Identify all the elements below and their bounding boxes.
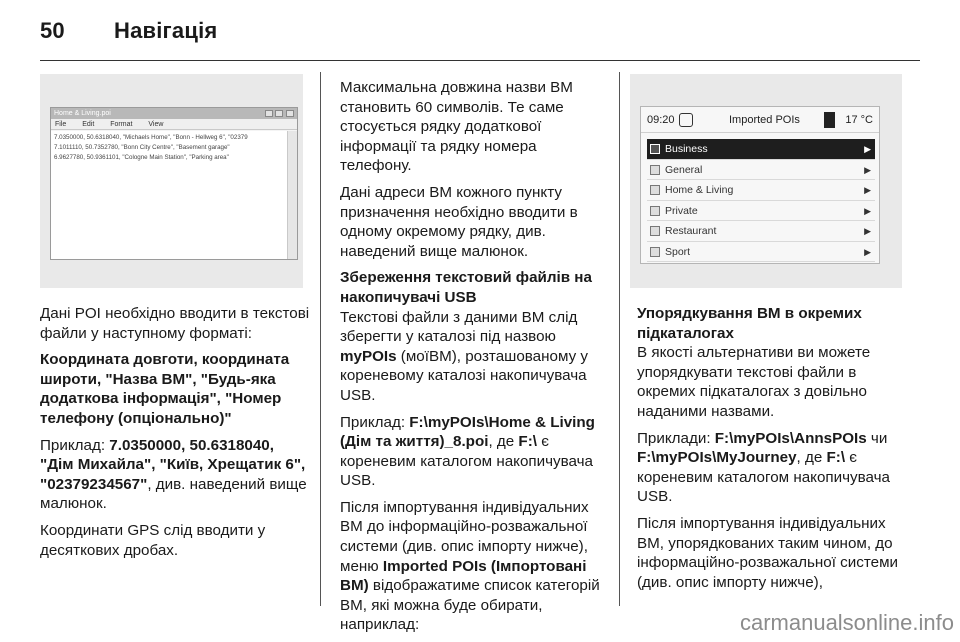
right-column	[637, 304, 905, 599]
paragraph: Максимальна довжина назви ВМ становить 60 символів. Те саме стосується рядку додаткової інформації та рядку номера телефону.	[340, 79, 573, 175]
paragraph: Дані POI необхідно вводити в текстові файли у наступному форматі:	[40, 305, 310, 342]
phone-icon	[824, 112, 835, 128]
menu-edit: Edit	[82, 121, 95, 128]
paragraph: Після імпортування індивідуальних ВМ до інформаційно-розважальної системи (див. опис імпорту нижче), меню Imported POIs (Імпортовані ВМ) відображатиме список категорій ВМ, які можна буде обирати, наприклад:	[340, 498, 600, 634]
chevron-right-icon: ▶	[864, 144, 871, 154]
category-icon	[650, 206, 660, 216]
close-icon	[286, 110, 294, 117]
poi-line: 7.1011110, 50.7352780, "Bonn City Centre", "Basement garage"	[54, 144, 230, 151]
poi-category-list	[641, 133, 879, 262]
notepad-text	[51, 131, 287, 259]
paragraph: Координати GPS слід вводити у десяткових дробах.	[40, 521, 266, 559]
page-header	[40, 18, 217, 44]
menu-view: View	[148, 121, 164, 128]
category-icon	[650, 226, 660, 236]
imported-pois-screen	[640, 106, 880, 264]
column-divider-right	[619, 72, 620, 606]
back-icon	[679, 113, 693, 127]
chevron-right-icon: ▶	[864, 185, 871, 195]
paragraph: Після імпортування індивідуальних ВМ, упорядкованих таким чином, до інформаційно-розважальної системи (див. опис імпорту нижче),	[637, 514, 898, 591]
watermark: carmanualsonline.info	[739, 610, 954, 635]
poi-category-sport[interactable]: Sport ▶	[647, 242, 875, 263]
poi-line: 7.0350000, 50.6318040, "Michaels Home", "Bonn - Hellweg 6", "02379	[54, 134, 248, 141]
page-number: 50	[40, 18, 65, 43]
section-heading: Збереження текстовий файлів на накопичувачі USB	[340, 269, 592, 306]
poi-category-business[interactable]: Business ▶	[647, 139, 875, 160]
category-icon	[650, 165, 660, 175]
category-icon	[650, 185, 660, 195]
example-paragraph: Приклад: F:\myPOIs\Home & Living (Дім та життя)_8.poi, де F:\ є кореневим каталогом накопичувача USB.	[340, 413, 595, 490]
chevron-right-icon: ▶	[864, 226, 871, 236]
notepad-window	[50, 107, 298, 260]
notepad-title: Home & Living.poi	[54, 110, 111, 117]
paragraph: Дані адреси ВМ кожного пункту призначення необхідно вводити в одному окремому рядку, див. наведений вище малюнок.	[340, 183, 578, 260]
screen-status-bar	[641, 107, 879, 133]
poi-line: 6.9627780, 50.9361101, "Cologne Main Station", "Parking area"	[54, 154, 229, 161]
poi-category-general[interactable]: General ▶	[647, 160, 875, 181]
header-rule	[40, 60, 920, 61]
category-icon	[650, 144, 660, 154]
example-paragraph: Приклад: 7.0350000, 50.6318040, "Дім Михайла", "Київ, Хрещатик 6", "02379234567", див. наведений вище малюнок.	[40, 436, 307, 513]
paragraph: В якості альтернативи ви можете упорядкувати текстові файли в окремих підкаталогах з довільно наданими назвами.	[637, 344, 871, 420]
maximize-icon	[275, 110, 283, 117]
left-column	[40, 304, 310, 567]
example-paragraph: Приклади: F:\myPOIs\AnnsPOIs чи F:\myPOIs\MyJourney, де F:\ є кореневим каталогом накопичувача USB.	[637, 429, 890, 506]
notepad-scrollbar	[287, 131, 297, 259]
notepad-menubar	[51, 119, 297, 130]
minimize-icon	[265, 110, 273, 117]
poi-category-restaurant[interactable]: Restaurant ▶	[647, 221, 875, 242]
chevron-right-icon: ▶	[864, 164, 871, 175]
middle-column	[340, 78, 608, 642]
notepad-titlebar	[51, 108, 297, 119]
screen-title: Imported POIs	[729, 114, 800, 126]
page-title: Навігація	[114, 18, 218, 43]
poi-category-home-living[interactable]: Home & Living ▶	[647, 180, 875, 201]
menu-format: Format	[110, 121, 133, 128]
chevron-right-icon: ▶	[864, 246, 871, 257]
category-icon	[650, 247, 660, 257]
chevron-right-icon: ▶	[864, 205, 871, 216]
temperature: 17 °C	[845, 114, 873, 126]
column-divider-left	[320, 72, 321, 606]
clock: 09:20	[647, 114, 675, 126]
paragraph: Текстові файли з даними ВМ слід зберегти у каталозі під назвою myPOIs (моїВМ), розташованому у кореневому каталозі накопичувача USB.	[340, 308, 588, 404]
menu-file: File	[55, 121, 67, 128]
section-heading: Упорядкування ВМ в окремих підкаталогах	[637, 305, 862, 342]
format-spec: Координата довготи, координата широти, "Назва ВМ", "Будь-яка додаткова інформація", "Номер телефону (опціонально)"	[40, 351, 290, 427]
poi-category-private[interactable]: Private ▶	[647, 201, 875, 222]
